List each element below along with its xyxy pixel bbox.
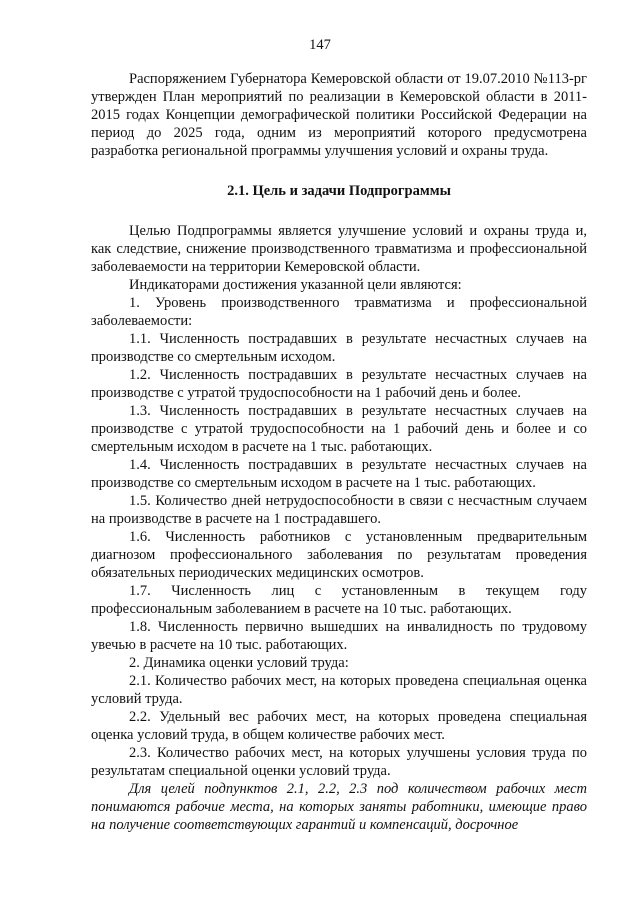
list-item: 1.5. Количество дней нетрудоспособности в связи с несчастным случаем на производстве в расчете на 1 пострадавшего. — [91, 493, 587, 527]
list-item: 1.7. Численность лиц с установленным в текущем году профессиональным заболеванием в расчете на 10 тыс. работающих. — [91, 583, 587, 617]
body-paragraph: Целью Подпрограммы является улучшение условий и охраны труда и, как следствие, снижение производственного травматизма и профессиональной заболеваемости на территории Кемеровской области. — [91, 223, 587, 275]
list-item: 1.8. Численность первично вышедших на инвалидность по трудовому увечью в расчете на 10 тыс. работающих. — [91, 619, 587, 653]
list-item: 2.2. Удельный вес рабочих мест, на которых проведена специальная оценка условий труда, в общем количестве рабочих мест. — [91, 709, 587, 743]
list-item: 2.3. Количество рабочих мест, на которых улучшены условия труда по результатам специальной оценки условий труда. — [91, 745, 587, 779]
document-body — [91, 70, 587, 834]
list-item: 1.1. Численность пострадавших в результате несчастных случаев на производстве со смертельным исходом. — [91, 331, 587, 365]
list-item: 1.2. Численность пострадавших в результате несчастных случаев на производстве с утратой трудоспособности на 1 рабочий день и более. — [91, 367, 587, 401]
list-item: 1.4. Численность пострадавших в результате несчастных случаев на производстве со смертельным исходом в расчете на 1 тыс. работающих. — [91, 457, 587, 491]
intro-paragraph: Распоряжением Губернатора Кемеровской области от 19.07.2010 №113-рг утвержден План мероприятий по реализации в Кемеровской области в 2011-2015 годах Концепции демографической политики Российской Федерации на период до 2025 года, одним из мероприятий которого предусмотрена разработка региональной программы улучшения условий и охраны труда. — [91, 71, 587, 159]
page-number: 147 — [309, 37, 331, 53]
body-paragraph: Индикаторами достижения указанной цели являются: — [129, 277, 462, 293]
list-item: 1.3. Численность пострадавших в результате несчастных случаев на производстве с утратой трудоспособности на 1 рабочий день и более и со смертельным исходом в расчете на 1 тыс. работающих. — [91, 403, 587, 455]
list-item: 1.6. Численность работников с установленным предварительным диагнозом профессионального заболевания по результатам проведения обязательных периодических медицинских осмотров. — [91, 529, 587, 581]
italic-note: Для целей подпунктов 2.1, 2.2, 2.3 под количеством рабочих мест понимаются рабочие места, на которых заняты работники, имеющие право на получение соответствующих гарантий и компенсаций, досрочное — [91, 781, 587, 833]
section-heading: 2.1. Цель и задачи Подпрограммы — [227, 183, 451, 199]
list-item: 2.1. Количество рабочих мест, на которых проведена специальная оценка условий труда. — [91, 673, 587, 707]
list-item: 2. Динамика оценки условий труда: — [129, 655, 349, 671]
list-item: 1. Уровень производственного травматизма и профессиональной заболеваемости: — [91, 295, 587, 329]
